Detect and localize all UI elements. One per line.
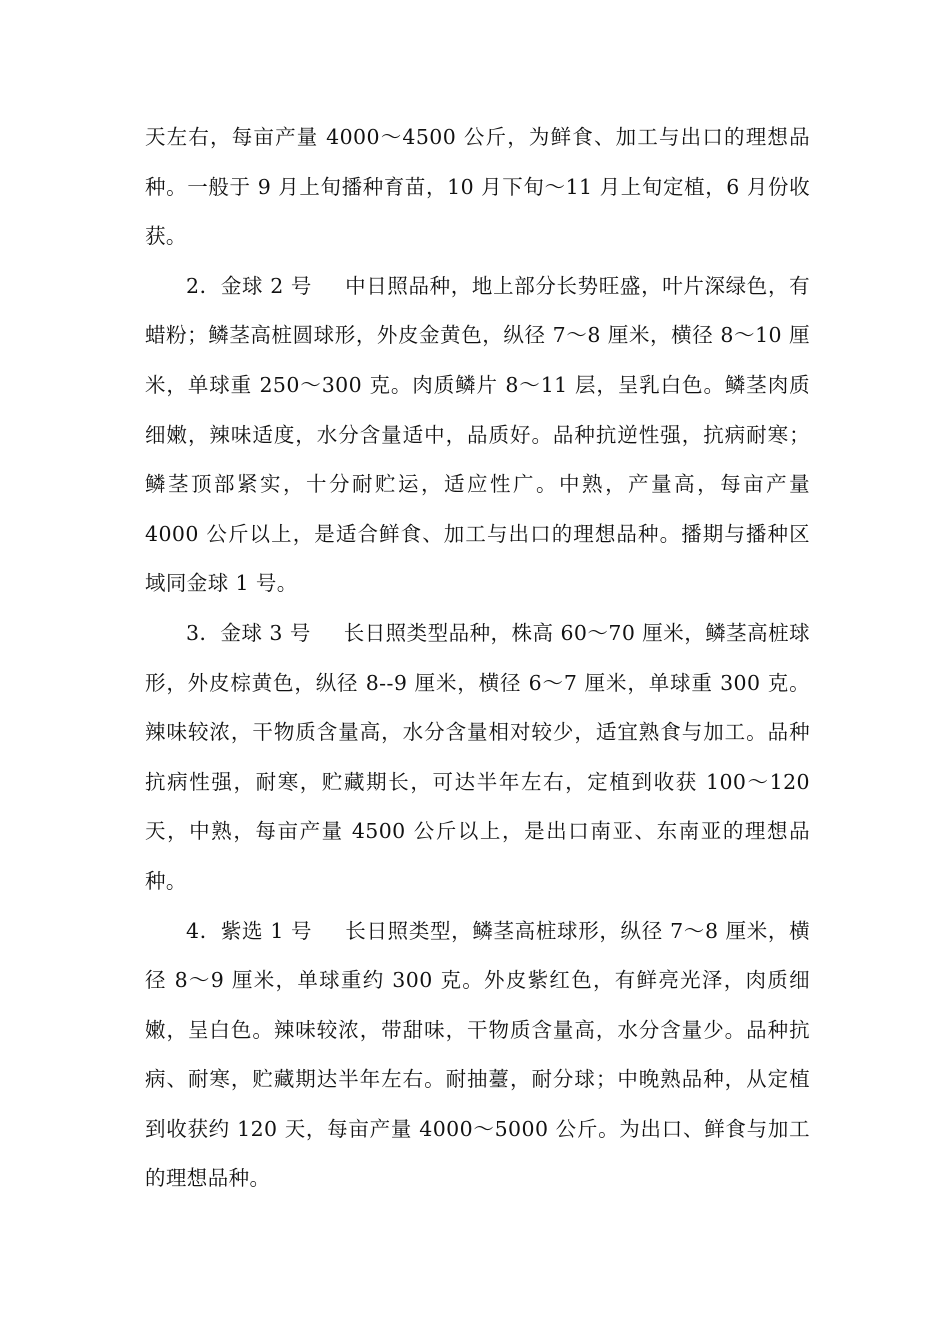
paragraph-continuation	[145, 113, 810, 262]
paragraph-variety-jinqiu-3	[145, 609, 810, 907]
paragraph-text: 天左右，每亩产量 4000～4500 公斤，为鲜食、加工与出口的理想品种。一般于 9 月上旬播种育苗，10 月下旬～11 月上旬定植，6 月份收获。	[145, 125, 810, 249]
paragraph-text: 长日照类型，鳞茎高桩球形，纵径 7～8 厘米，横径 8～9 厘米，单球重约 300 克。外皮紫红色，有鲜亮光泽，肉质细嫩，呈白色。辣味较浓，带甜味，干物质含量高，水分含量少。品种抗病、耐寒，贮藏期达半年左右。耐抽薹，耐分球；中晚熟品种，从定植到收获约 120 天，每亩产量 4000～5000 公斤。为出口、鲜食与加工的理想品种。	[145, 918, 811, 1191]
paragraph-variety-jinqiu-2	[145, 262, 810, 609]
variety-heading: 2．金球 2 号	[186, 273, 313, 298]
variety-heading: 4．紫选 1 号	[186, 918, 313, 943]
variety-heading: 3．金球 3 号	[186, 620, 311, 645]
paragraph-variety-zixuan-1	[145, 907, 810, 1205]
paragraph-text: 长日照类型品种，株高 60～70 厘米，鳞茎高桩球形，外皮棕黄色，纵径 8--9 厘米，横径 6～7 厘米，单球重 300 克。辣味较浓，干物质含量高，水分含量相对较少，适宜熟食与加工。品种抗病性强，耐寒，贮藏期长，可达半年左右，定植到收获 100～120 天，中熟，每亩产量 4500 公斤以上，是出口南亚、东南亚的理想品种。	[145, 620, 810, 893]
document-body	[145, 113, 810, 1204]
paragraph-text: 中日照品种，地上部分长势旺盛，叶片深绿色，有蜡粉；鳞茎高桩圆球形，外皮金黄色，纵径 7～8 厘米，横径 8～10 厘米，单球重 250～300 克。肉质鳞片 8～11 层，呈乳白色。鳞茎肉质细嫩，辣味适度，水分含量适中，品质好。品种抗逆性强，抗病耐寒；鳞茎顶部紧实，十分耐贮运，适应性广。中熟，产量高，每亩产量 4000 公斤以上，是适合鲜食、加工与出口的理想品种。播期与播种区域同金球 1 号。	[145, 273, 810, 596]
